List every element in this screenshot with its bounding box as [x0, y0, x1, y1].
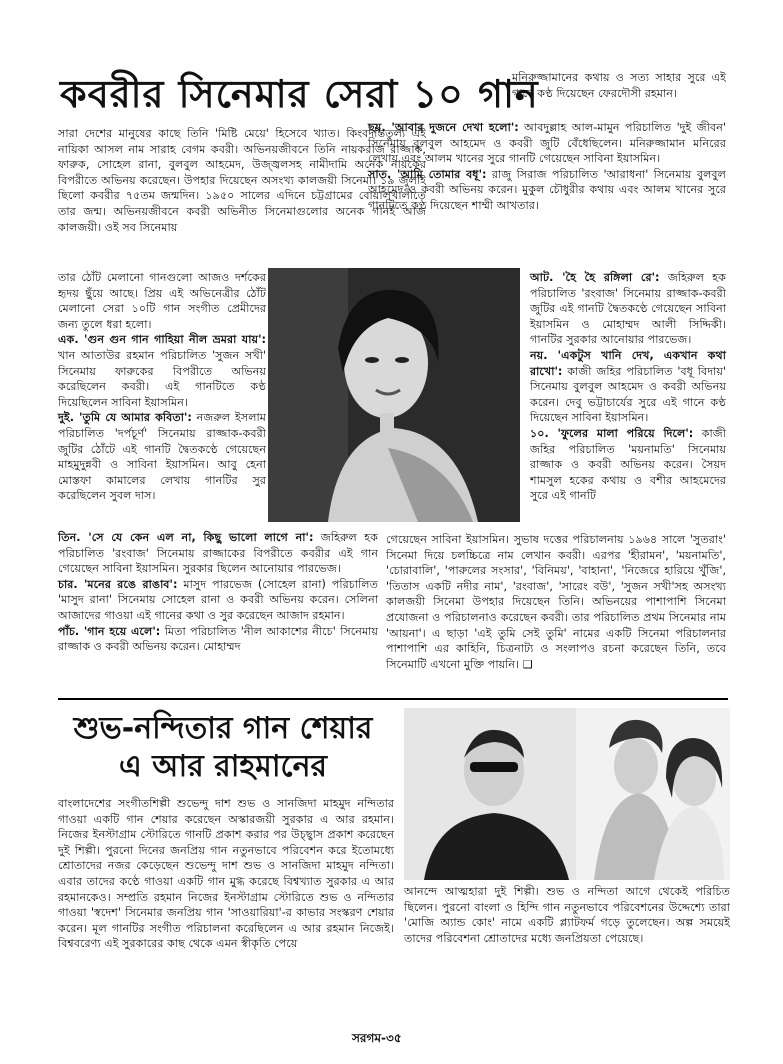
- paragraph-text: মাসুদ পারভেজ (সোহেল রানা) পরিচালিত 'মাসুদ রানা' সিনেমায় সোহেল রানা ও কবরী অভিনয় করেন। সেলিনা আজাদের গাওয়া এই গানের কথা ও সুর করেছেন আজাদ রহমান।: [58, 577, 378, 622]
- article2-body: বাংলাদেশের সংগীতশিল্পী শুভেন্দু দাশ শুভ ও সানজিদা মাহমুদ নন্দিতার গাওয়া একটি গান শেয়ার করেছেন অস্কারজয়ী সুরকার এ আর রহমান। নিজের ইনস্টাগ্রাম স্টোরিতে গানটি প্রকাশ করার পর উচ্ছ্বাস প্রকাশ করেছেন দুই শিল্পী। পুরনো দিনের জনপ্রিয় গান নতুনভাবে পরিবেশন করে ইতোমধ্যে শ্রোতাদের নজর কেড়েছেন শুভেন্দু দাশ শুভ ও সানজিদা মাহমুদ নন্দিতা। এবার তাদের কণ্ঠে গাওয়া একটি গান মুগ্ধ করেছে বিশ্বখ্যাত সুরকার এ আর রহমানকেও। সম্প্রতি রহমান নিজের ইনস্টাগ্রাম স্টোরিতে শুভ ও নন্দিতার গাওয়া 'স্বদেশ' সিনেমার জনপ্রিয় গান 'সাওয়ারিয়া'-র কাভার সংস্করণ শেয়ার করেন। মূল গানটির সংগীত পরিচালনা করেছিলেন এ আর রহমান নিজেই। বিশ্ববরেণ্য এই সুরকারের কাছ থেকে এমন স্বীকৃতি পেয়ে: [58, 797, 394, 951]
- duo-photo-illustration: [404, 708, 730, 880]
- portrait-illustration: [268, 268, 520, 522]
- paragraph: [530, 348, 726, 426]
- article-body-right-top: [512, 70, 726, 101]
- song-heading: আট. 'হৈ হৈ রঙ্গিলা রে':: [530, 271, 660, 284]
- article2-title: [52, 710, 394, 786]
- paragraph: [58, 530, 378, 577]
- song-heading: ১০. 'ফুলের মালা পরিয়ে দিলে':: [530, 426, 694, 440]
- paragraph-text: মিতা পরিচালিত 'নীল আকাশের নীচে' সিনেমায় রাজ্জাক ও কবরী অভিনয় করেন। মোহাম্মদ: [58, 624, 378, 654]
- paragraph: [58, 270, 266, 332]
- paragraph: [530, 426, 726, 504]
- paragraph: [58, 410, 266, 504]
- song-heading: ছয়. 'আবার দুজনে দেখা হলো':: [368, 121, 519, 134]
- paragraph: [368, 120, 726, 167]
- article2-title-line2: এ আর রাহমানের: [119, 749, 327, 784]
- article-body-right: [368, 120, 726, 214]
- paragraph: [58, 577, 378, 624]
- song-heading: সাত. 'আমি তোমার বধূ':: [368, 167, 487, 181]
- paragraph-text: জহিরুল হক পরিচালিত 'রংবাজ' সিনেমায় রাজ্জাকের বিপরীতে কবরীর এই গান গেয়েছেন সাবিনা ইয়াসমিন। সুরকার ছিলেন আনোয়ার পারভেজ।: [58, 531, 379, 576]
- paragraph: [368, 167, 726, 214]
- paragraph-text: খান আতাউর রহমান পরিচালিত 'সুজন সখী' সিনেমায় ফারুকের বিপরীতে অভিনয় করেছিলেন কবরী। এই গানটিতে কণ্ঠ দিয়েছিলেন সাবিনা ইয়াসমিন।: [58, 348, 266, 409]
- paragraph-text: কাজী জহির পরিচালিত 'ময়নামতি' সিনেমায় রাজ্জাক ও কবরী অভিনয় করেন। সৈয়দ শামসুল হকের কথায় ও বশীর আহমেদের সুরে এই গানটি: [530, 426, 726, 503]
- shuvo-nandita-photo: [404, 708, 730, 880]
- section-divider: [58, 698, 728, 700]
- paragraph-text: নজরুল ইসলাম পরিচালিত 'দর্পচূর্ণ' সিনেমায় রাজ্জাক-কবরী জুটির ঠোঁটে এই গানটি দ্বৈতকণ্ঠে গেয়েছেন মাহমুদুন্নবী ও সাবিনা ইয়াসমিন। আবু হেনা মোস্তফা কামালের লেখায় গানটির সুর করেছিলেন সুবল দাস।: [58, 411, 266, 503]
- paragraph: [512, 70, 726, 101]
- paragraph-text: গেয়েছেন সাবিনা ইয়াসমিন। সুভাষ দত্তের পরিচালনায় ১৯৬৪ সালে 'সুতরাং' সিনেমা দিয়ে চলচ্চিত্রে নাম লেখান কবরী। এরপর 'হীরামন', 'ময়নামতি', 'চোরাবালি', 'পারুলের সংসার', 'বিনিময়', 'বাহানা', 'নিজেরে হারিয়ে খুঁজি', 'তিতাস একটি নদীর নাম', 'রংবাজ', 'সারেং বউ', 'সুজন সখী'সহ অসংখ্য কালজয়ী সিনেমা উপহার দিয়েছেন তিনি। অভিনয়ের পাশাপাশি সিনেমা প্রযোজনা ও পরিচালনাও করেছেন কবরী। তার পরিচালিত প্রথম সিনেমার নাম 'আয়না'। এ ছাড়া 'এই তুমি সেই তুমি' নামের একটি সিনেমা পরিচালনার পাশাপাশি এর কাহিনি, চিত্রনাট্য ও সংলাপও রচনা করেছেন তিনি, তবে সিনেমাটি এখনো মুক্তি পায়নি। ❑: [386, 533, 726, 671]
- song-heading: দুই. 'তুমি যে আমার কবিতা':: [58, 411, 192, 425]
- paragraph: [386, 532, 726, 672]
- paragraph-text: সারা দেশের মানুষের কাছে তিনি 'মিষ্টি মেয়ে' হিসেবে খ্যাত। কিংবদন্তিতুল্য এই নায়িকা আসল নাম সারাহ বেগম কবরী। অভিনয়জীবনে তিনি নায়করাজ রাজ্জাক, ফারুক, সোহেল রানা, বুলবুল আহমেদ, উজ্জ্বলসহ নামীদামি অনেক নায়কের বিপরীতে অভিনয় করেছেন। উপহার দিয়েছেন অসংখ্য কালজয়ী সিনেমা। ১৯ জুলাই ছিলো কবরীর ৭৫তম জন্মদিন। ১৯৫০ সালের এদিনে চট্টগ্রামের বোয়ালখালীতে তার জন্ম। অভিনয়জীবনে কবরী অভিনীত সিনেমাগুলোর অনেক গানই আজ কালজয়ী। ওই সব সিনেমায়: [58, 127, 426, 234]
- page-number: সরগম-৩৫: [352, 1031, 402, 1045]
- song-heading: এক. 'গুন গুন গান গাহিয়া নীল ভ্রমরা যায়':: [58, 333, 266, 347]
- paragraph-text: আবদুল্লাহ আল-মামুন পরিচালিত 'দুই জীবন' সিনেমায় বুলবুল আহমেদ ও কবরী জুটি বেঁধেছিলেন। মনিরুজ্জামান মনিরের লেখায় এবং আলম খানের সুরে গানটি গেয়েছেন সাবিনা ইয়াসমিন।: [368, 121, 726, 166]
- paragraph-text: কাজী জহির পরিচালিত 'বধূ বিদায়' সিনেমায় বুলবুল আহমেদ ও কবরী অভিনয় করেন। দেবু ভট্টাচার্যের সুরে এই গানে কণ্ঠ দিয়েছেন সাবিনা ইয়াসমিন।: [530, 364, 726, 425]
- paragraph: [530, 270, 726, 348]
- paragraph-text: রাজু সিরাজ পরিচালিত 'আরাধনা' সিনেমায় বুলবুল আহমেদ ও কবরী অভিনয় করেন। মুকুল চৌধুরীর কথায় এবং আলম খানের সুরে গানটিতে কণ্ঠ দিয়েছেন শাম্মী আখতার।: [368, 167, 726, 212]
- song-heading: পাঁচ. 'গান হয়ে এলে':: [58, 624, 161, 638]
- paragraph-text: জহিরুল হক পরিচালিত 'রংবাজ' সিনেমায় রাজ্জাক-কবরী জুটির এই গানটি দ্বৈতকণ্ঠে গেয়েছেন সাবিনা ইয়াসমিন ও মোহাম্মদ আলী সিদ্দিকী। গানটির সুরকার আনোয়ার পারভেজ।: [530, 271, 726, 347]
- article2-title-line1: শুভ-নন্দিতার গান শেয়ার: [73, 711, 373, 746]
- song-heading: তিন. 'সে যে কেন এল না, কিছু ভালো লাগে না':: [58, 531, 314, 544]
- paragraph-text: মনিরুজ্জামানের কথায় ও সত্য সাহার সুরে এই গানে কণ্ঠ দিয়েছেন ফেরদৌসী রহমান।: [512, 71, 726, 100]
- photo-caption: আনন্দে আত্মহারা দুই শিল্পী। শুভ ও নন্দিতা আগে থেকেই পরিচিত ছিলেন। পুরনো বাংলা ও হিন্দি গান নতুনভাবে পরিবেশনের উদ্দেশ্যে তারা 'মোজি অ্যান্ড কোং' নামে একটি প্ল্যাটফর্ম গড়ে তুলেছেন। অল্প সময়েই তাদের পরিবেশনা শ্রোতাদের মধ্যে জনপ্রিয়তা পেয়েছে।: [404, 885, 730, 945]
- article-body-right-mid: [530, 270, 726, 504]
- article-body-right-bottom: [386, 532, 726, 672]
- paragraph-text: তার ঠোঁট মেলানো গানগুলো আজও দর্শকের হৃদয় ছুঁয়ে আছে। প্রিয় এই অভিনেত্রীর ঠোঁট মেলানো সেরা ১০টি গান সংগীত প্রেমীদের জন্য তুলে ধরা হলো।: [58, 271, 266, 331]
- article-title: কবরীর সিনেমার সেরা ১০ গান: [60, 72, 539, 116]
- song-heading: নয়. 'একটুস খানি দেখ, একখান কথা রাখো':: [530, 348, 726, 378]
- paragraph: [58, 624, 378, 655]
- paragraph: [58, 332, 266, 410]
- kobori-photo: [268, 268, 520, 522]
- song-heading: চার. 'মনের রঙে রাঙাব':: [58, 577, 178, 591]
- article-body-left: [58, 270, 266, 504]
- article-body-left-bottom: [58, 530, 378, 655]
